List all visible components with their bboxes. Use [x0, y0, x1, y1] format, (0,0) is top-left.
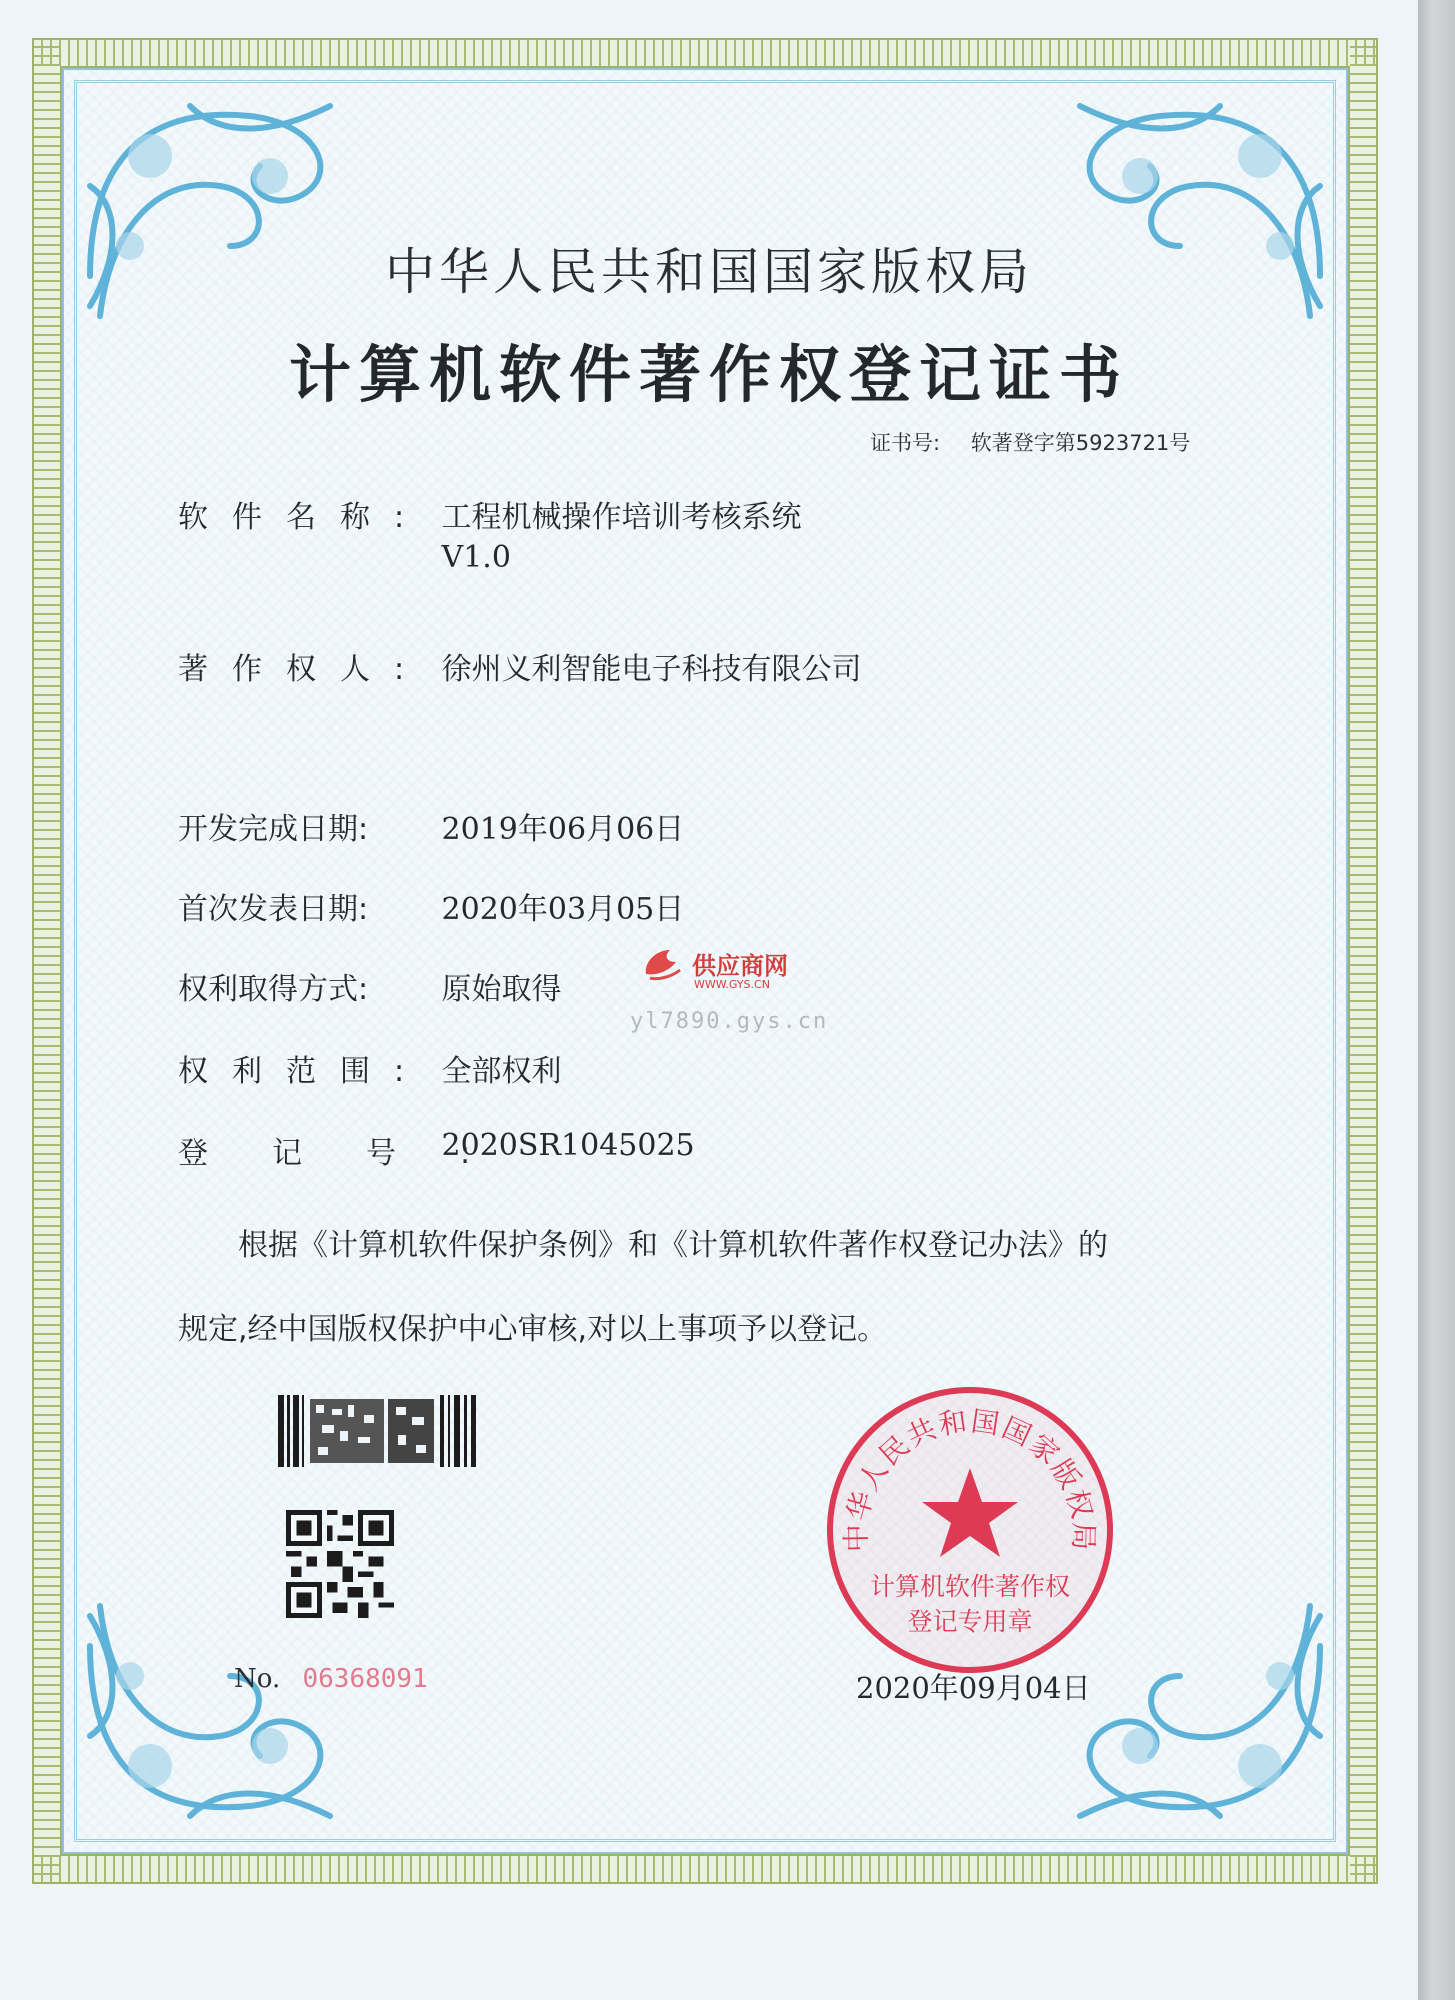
software-name-line2: V1.0: [441, 540, 511, 575]
rights-scope-value: 全部权利: [441, 1054, 562, 1089]
watermark: [630, 944, 829, 1034]
barcode: [278, 1395, 480, 1467]
copyright-owner-label: 著作权人:: [178, 652, 429, 687]
watermark-logo: [640, 944, 828, 982]
field-copyright-owner: [178, 644, 862, 688]
software-name-line1: 工程机械操作培训考核系统: [441, 500, 802, 535]
field-first-publish-date: [178, 884, 684, 928]
acquisition-method-label: 权利取得方式:: [178, 972, 369, 1007]
certificate-number-label: 证书号:: [870, 431, 941, 455]
seal-line1: 计算机软件著作权: [869, 1572, 1071, 1601]
field-rights-scope: [178, 1046, 562, 1090]
software-name-value: [442, 492, 802, 575]
certificate-number: [870, 427, 1190, 457]
serial-number-label: No.: [234, 1664, 281, 1694]
completion-date-label: 开发完成日期:: [178, 812, 369, 847]
official-seal: [820, 1380, 1120, 1680]
seal-ring-text: 中华人民共和国国家版权局: [839, 1404, 1101, 1553]
rights-scope-label: 权利范围:: [178, 1054, 429, 1089]
serial-number-value: 06368091: [302, 1664, 428, 1694]
page-edge: [1418, 0, 1455, 2000]
watermark-flame-icon: [640, 944, 684, 982]
watermark-site: yl7890.gys.cn: [630, 1009, 829, 1034]
watermark-brand: 供应商网: [692, 951, 788, 980]
watermark-brand-sub: WWW.GYS.CN: [694, 978, 770, 991]
completion-date-value: 2019年06月06日: [441, 812, 685, 847]
certificate-title: 计算机软件著作权登记证书: [288, 338, 1129, 411]
statement-line2: 规定,经中国版权保护中心审核,对以上事项予以登记。: [178, 1312, 888, 1347]
ornament-corner-bottom-left: [70, 1586, 370, 1846]
issue-date: 2020年09月04日: [856, 1671, 1091, 1705]
issuing-authority: 中华人民共和国国家版权局: [385, 243, 1033, 301]
registration-no-label: 登记号:: [178, 1136, 535, 1171]
field-software-name: [178, 492, 802, 575]
software-name-label: 软件名称:: [178, 500, 429, 535]
field-acquisition-method: [178, 964, 562, 1008]
certificate-number-value: 软著登字第5923721号: [970, 431, 1191, 455]
statement: [178, 1204, 1258, 1372]
copyright-owner-value: 徐州义利智能电子科技有限公司: [441, 652, 862, 687]
field-completion-date: [178, 804, 684, 848]
field-registration-no: [178, 1128, 695, 1172]
statement-line1: 根据《计算机软件保护条例》和《计算机软件著作权登记办法》的: [238, 1228, 1108, 1263]
seal-line2: 登记专用章: [907, 1607, 1033, 1636]
qr-code: [286, 1510, 394, 1618]
serial-number: [234, 1664, 428, 1694]
first-publish-date-label: 首次发表日期:: [178, 892, 369, 927]
acquisition-method-value: 原始取得: [441, 972, 562, 1007]
first-publish-date-value: 2020年03月05日: [441, 892, 685, 927]
registration-no-value: 2020SR1045025: [441, 1128, 695, 1163]
